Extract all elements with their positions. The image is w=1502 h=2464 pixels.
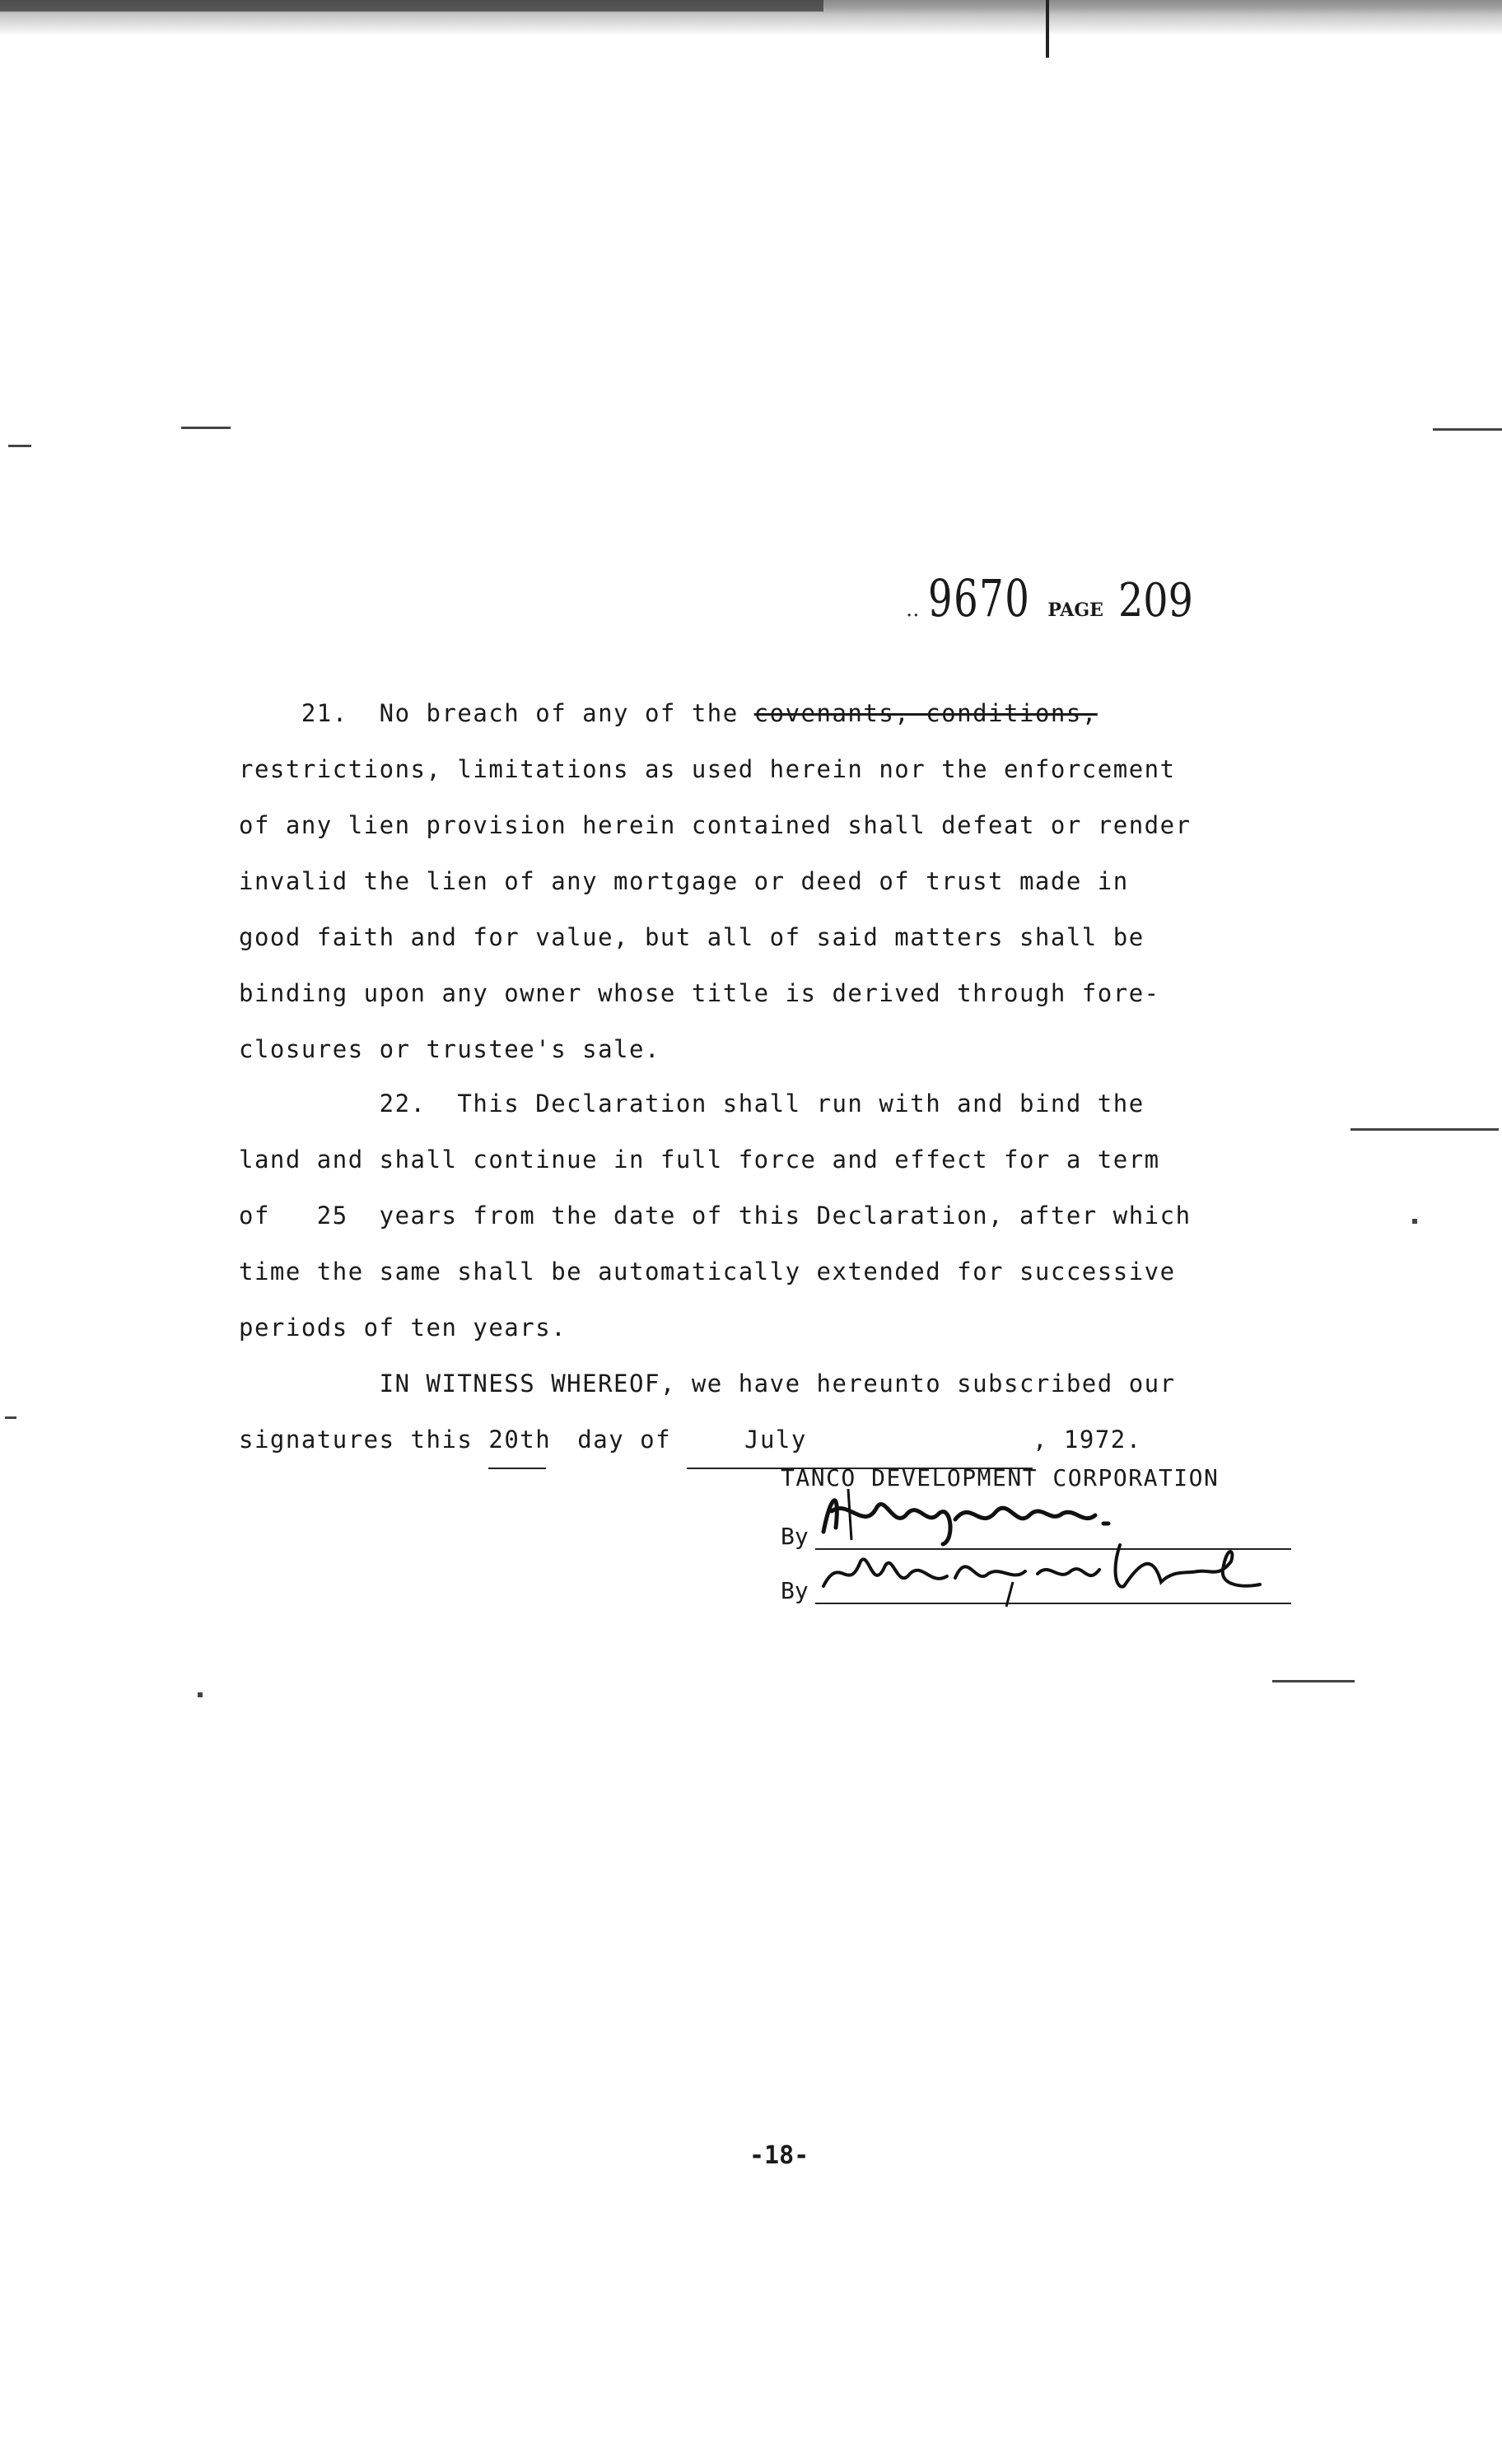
witness-clause — [239, 1356, 1326, 1469]
scan-speck — [1350, 1128, 1499, 1131]
paragraph-21 — [239, 685, 1326, 1077]
scan-tick-mark — [1046, 0, 1049, 58]
scan-speck — [8, 445, 31, 447]
witness-year: , 1972. — [1033, 1426, 1142, 1454]
scan-speck — [1433, 428, 1502, 431]
by-label: By — [781, 1577, 809, 1604]
witness-date-line — [239, 1412, 1326, 1469]
signature-line-2 — [815, 1570, 1291, 1604]
scan-speck — [181, 427, 231, 429]
scan-speck — [1412, 1219, 1417, 1224]
paragraph-line: invalid the lien of any mortgage or deed of trust made in — [239, 867, 1129, 895]
signature-row-2 — [781, 1570, 1291, 1604]
paragraph-line: of 25 years from the date of this Declaration, after which — [239, 1202, 1192, 1230]
page-label: PAGE — [1047, 600, 1103, 621]
paragraph-line: closures or trustee's sale. — [239, 1035, 660, 1063]
paragraph-22 — [239, 1076, 1326, 1356]
month-field: July — [687, 1412, 1033, 1469]
corporation-name: TANCO DEVELOPMENT CORPORATION — [781, 1464, 1220, 1491]
paragraph-line: periods of ten years. — [239, 1314, 567, 1342]
book-number: 9670 — [927, 568, 1030, 628]
handwritten-signature-2 — [815, 1537, 1276, 1611]
by-label: By — [781, 1523, 809, 1550]
page-footer-number: -18- — [749, 2141, 809, 2170]
book-prefix: .. — [906, 597, 920, 622]
paragraph-line: of any lien provision herein contained shall defeat or render — [239, 811, 1192, 839]
page-number: 209 — [1117, 574, 1193, 628]
paragraph-line: time the same shall be automatically extended for successive — [239, 1258, 1176, 1286]
book-page-stamp — [906, 568, 1200, 626]
paragraph-line-lead: 21. No breach of any of the — [239, 699, 754, 727]
paragraph-line: 22. This Declaration shall run with and bind the — [239, 1090, 1145, 1118]
scan-speck — [198, 1692, 203, 1697]
paragraph-line — [239, 685, 1326, 741]
struck-text: covenants, conditions, — [753, 699, 1098, 727]
paragraph-line: good faith and for value, but all of said matters shall be — [239, 923, 1145, 951]
paragraph-line: binding upon any owner whose title is derived through fore- — [239, 979, 1160, 1007]
witness-line: IN WITNESS WHEREOF, we have hereunto subscribed our — [239, 1370, 1176, 1398]
witness-date-lead: signatures this — [239, 1426, 489, 1454]
scan-speck — [1272, 1680, 1355, 1682]
paragraph-line: land and shall continue in full force and effect for a term — [239, 1146, 1160, 1174]
day-field: 20th — [488, 1412, 546, 1469]
scan-speck — [5, 1416, 16, 1419]
paragraph-line: restrictions, limitations as used herein nor the enforcement — [239, 755, 1176, 783]
witness-day-of: day of — [546, 1426, 687, 1454]
scan-top-edge-dark — [0, 0, 823, 12]
